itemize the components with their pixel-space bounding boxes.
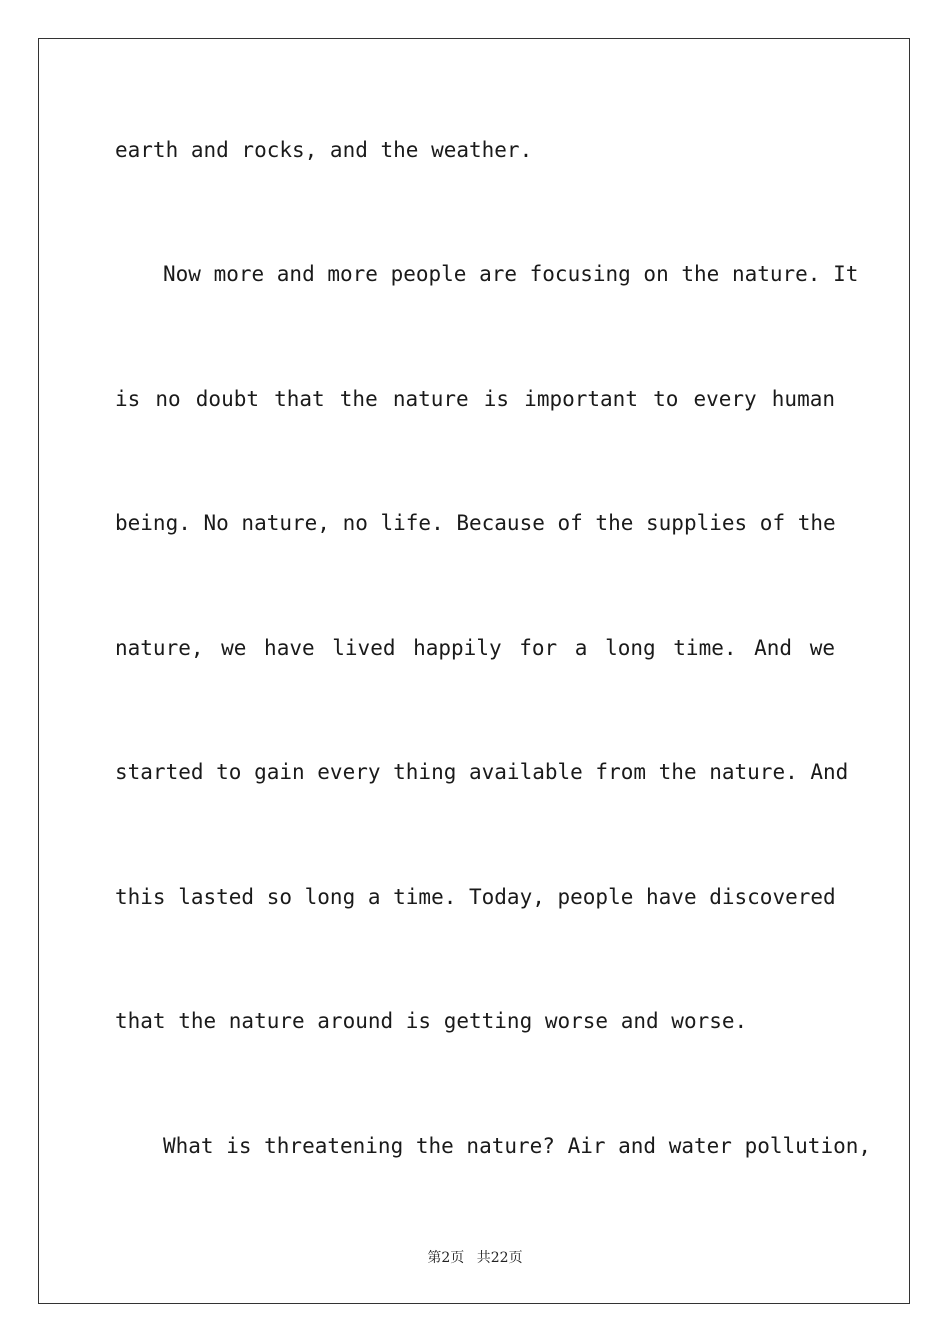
page-number: 第2页 xyxy=(427,1250,465,1266)
text-line-6: started to gain every thing available from the nature. And xyxy=(115,760,849,784)
text-line-4: being. No nature, no life. Because of the supplies of the xyxy=(115,511,836,535)
page-total: 共22页 xyxy=(476,1250,523,1266)
text-line-7: this lasted so long a time. Today, people have discovered xyxy=(115,885,836,909)
text-line-2: Now more and more people are focusing on the nature. It xyxy=(163,262,859,286)
page-border xyxy=(38,38,910,1304)
text-line-3: is no doubt that the nature is important to every human xyxy=(115,387,835,411)
text-line-8: that the nature around is getting worse and worse. xyxy=(115,1009,748,1033)
text-line-9: What is threatening the nature? Air and water pollution, xyxy=(163,1134,872,1158)
text-line-1: earth and rocks, and the weather. xyxy=(115,138,533,162)
text-line-5: nature, we have lived happily for a long time. And we xyxy=(115,636,835,660)
page-footer xyxy=(0,1247,950,1267)
